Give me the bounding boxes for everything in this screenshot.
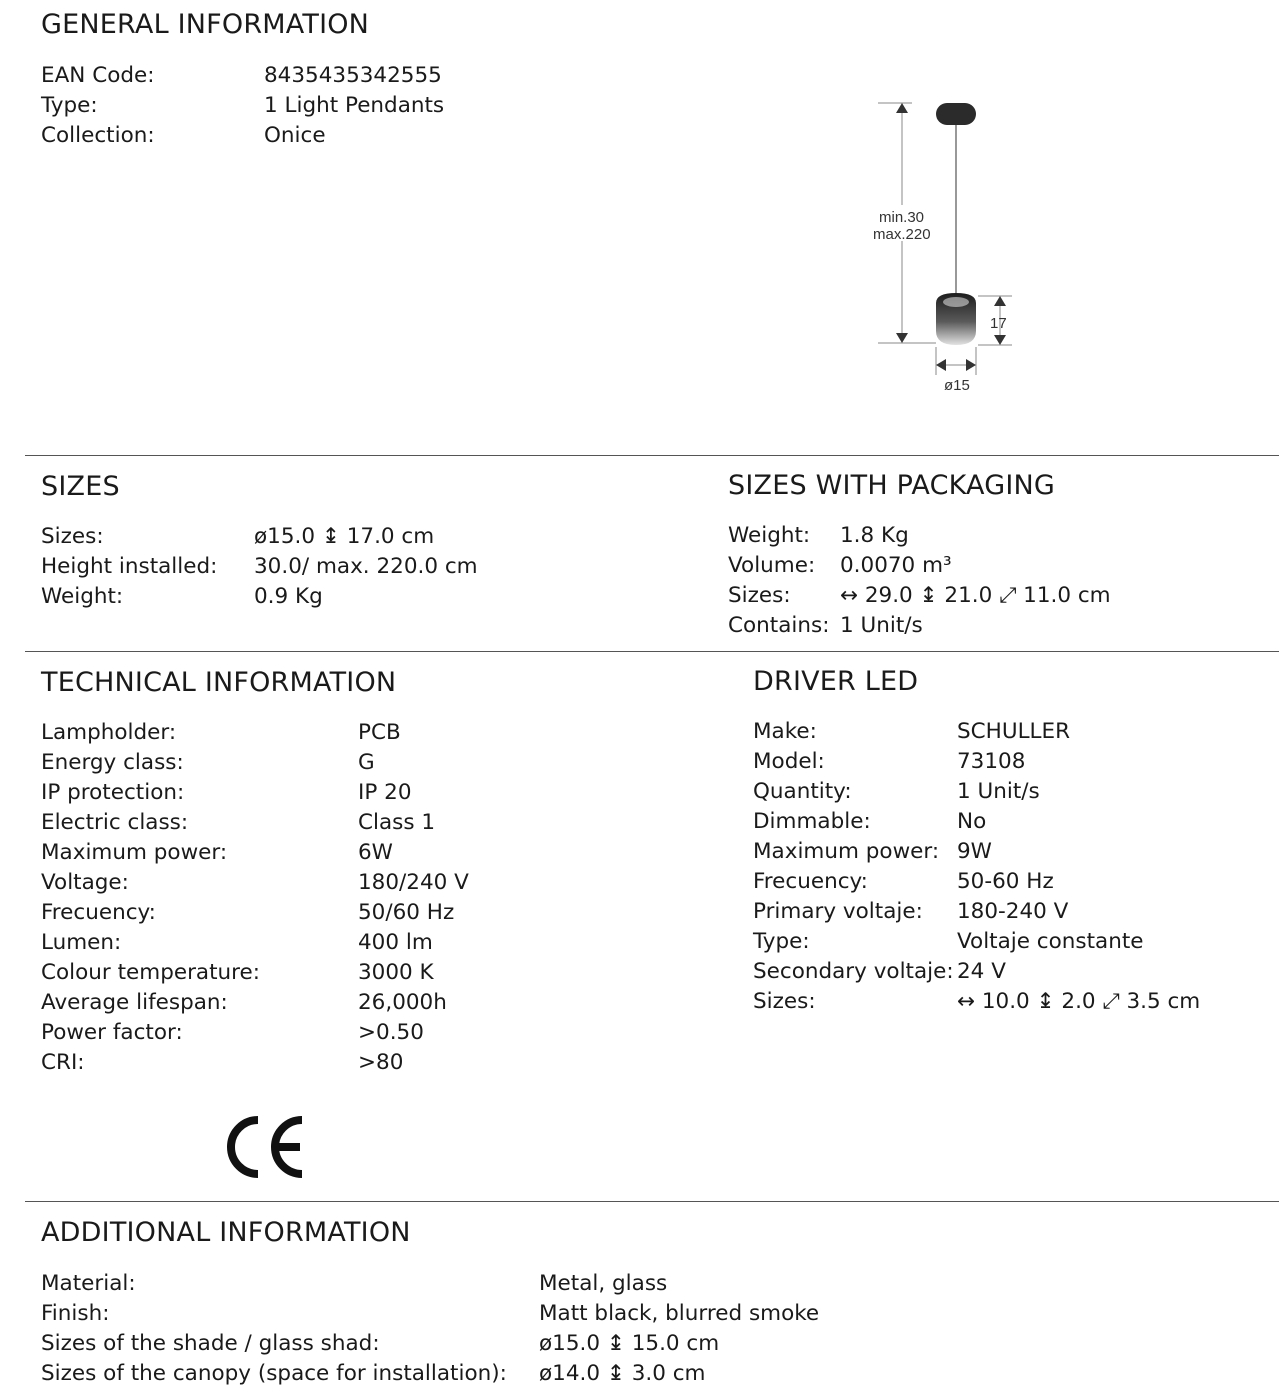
pendant-lamp-dimension-drawing	[860, 95, 1050, 405]
row-label: Volume:	[728, 553, 816, 578]
row-value: 50-60 Hz	[957, 869, 1054, 894]
row-label: Finish:	[41, 1301, 110, 1326]
row-value: 1.8 Kg	[840, 523, 909, 548]
canopy-shape	[936, 103, 976, 125]
row-label: Maximum power:	[753, 839, 940, 864]
row-label: Sizes:	[41, 524, 104, 549]
row-value: 400 lm	[358, 930, 433, 955]
row-label: Type:	[753, 929, 810, 954]
row-label: Voltage:	[41, 870, 129, 895]
section-divider	[25, 651, 1279, 652]
row-label: Frecuency:	[41, 900, 156, 925]
row-label: Maximum power:	[41, 840, 228, 865]
row-label: Dimmable:	[753, 809, 871, 834]
row-value: 73108	[957, 749, 1026, 774]
row-value: 8435435342555	[264, 63, 442, 88]
row-value: ø15.0 ↨ 15.0 cm	[539, 1331, 720, 1356]
row-value: 30.0/ max. 220.0 cm	[254, 554, 478, 579]
row-value: 1 Unit/s	[840, 613, 923, 638]
row-value: ø14.0 ↨ 3.0 cm	[539, 1361, 706, 1386]
row-value: Class 1	[358, 810, 436, 835]
row-label: Lampholder:	[41, 720, 177, 745]
row-value: SCHULLER	[957, 719, 1071, 744]
row-value: ↔ 29.0 ↨ 21.0 ⤢ 11.0 cm	[840, 583, 1111, 608]
row-label: Sizes of the shade / glass shad:	[41, 1331, 380, 1356]
row-value: 180/240 V	[358, 870, 469, 895]
row-label: Average lifespan:	[41, 990, 228, 1015]
row-value: No	[957, 809, 987, 834]
row-label: Weight:	[41, 584, 124, 609]
row-label: Secondary voltaje:	[753, 959, 954, 984]
row-label: Frecuency:	[753, 869, 868, 894]
row-value: G	[358, 750, 375, 775]
row-value: ø15.0 ↨ 17.0 cm	[254, 524, 435, 549]
row-value: PCB	[358, 720, 401, 745]
row-label: Electric class:	[41, 810, 189, 835]
row-value: 6W	[358, 840, 393, 865]
row-value: 0.9 Kg	[254, 584, 323, 609]
row-label: IP protection:	[41, 780, 185, 805]
row-value: IP 20	[358, 780, 412, 805]
row-label: Sizes of the canopy (space for installation):	[41, 1361, 507, 1386]
ce-mark-icon	[222, 1112, 308, 1182]
row-value: 1 Unit/s	[957, 779, 1040, 804]
row-label: Sizes:	[728, 583, 791, 608]
row-label: Colour temperature:	[41, 960, 260, 985]
row-value: 0.0070 m³	[840, 553, 952, 578]
row-value: Voltaje constante	[957, 929, 1144, 954]
row-label: Make:	[753, 719, 817, 744]
row-label: Contains:	[728, 613, 830, 638]
section-divider	[25, 1201, 1279, 1202]
additional-heading: ADDITIONAL INFORMATION	[41, 1217, 411, 1248]
row-value: 1 Light Pendants	[264, 93, 445, 118]
row-label: Weight:	[728, 523, 811, 548]
technical-heading: TECHNICAL INFORMATION	[41, 667, 397, 698]
row-value: 180-240 V	[957, 899, 1069, 924]
row-value: Metal, glass	[539, 1271, 668, 1296]
row-label: CRI:	[41, 1050, 85, 1075]
row-value: >0.50	[358, 1020, 424, 1045]
row-value: ↔ 10.0 ↨ 2.0 ⤢ 3.5 cm	[957, 989, 1201, 1014]
row-value: 3000 K	[358, 960, 434, 985]
row-label: Height installed:	[41, 554, 218, 579]
packaging-heading: SIZES WITH PACKAGING	[728, 470, 1056, 501]
row-label: Material:	[41, 1271, 136, 1296]
shade-diameter-label: ø15	[944, 377, 970, 394]
row-label: Collection:	[41, 123, 155, 148]
row-label: Quantity:	[753, 779, 852, 804]
row-value: Onice	[264, 123, 326, 148]
shade-height-label: 17	[990, 315, 1007, 332]
section-divider	[25, 455, 1279, 456]
row-value: >80	[358, 1050, 404, 1075]
row-label: Lumen:	[41, 930, 122, 955]
row-value: 50/60 Hz	[358, 900, 455, 925]
row-label: Power factor:	[41, 1020, 183, 1045]
row-label: Primary voltaje:	[753, 899, 923, 924]
row-value: Matt black, blurred smoke	[539, 1301, 820, 1326]
row-label: Sizes:	[753, 989, 816, 1014]
row-value: 24 V	[957, 959, 1006, 984]
general-information-heading: GENERAL INFORMATION	[41, 9, 370, 40]
row-value: 26,000h	[358, 990, 447, 1015]
driver-heading: DRIVER LED	[753, 666, 919, 697]
row-label: Model:	[753, 749, 825, 774]
row-label: Type:	[41, 93, 98, 118]
height-min-label: min.30	[879, 209, 925, 226]
row-label: Energy class:	[41, 750, 184, 775]
row-label: EAN Code:	[41, 63, 155, 88]
height-max-label: max.220	[873, 226, 931, 243]
sizes-heading: SIZES	[41, 471, 120, 502]
row-value: 9W	[957, 839, 992, 864]
